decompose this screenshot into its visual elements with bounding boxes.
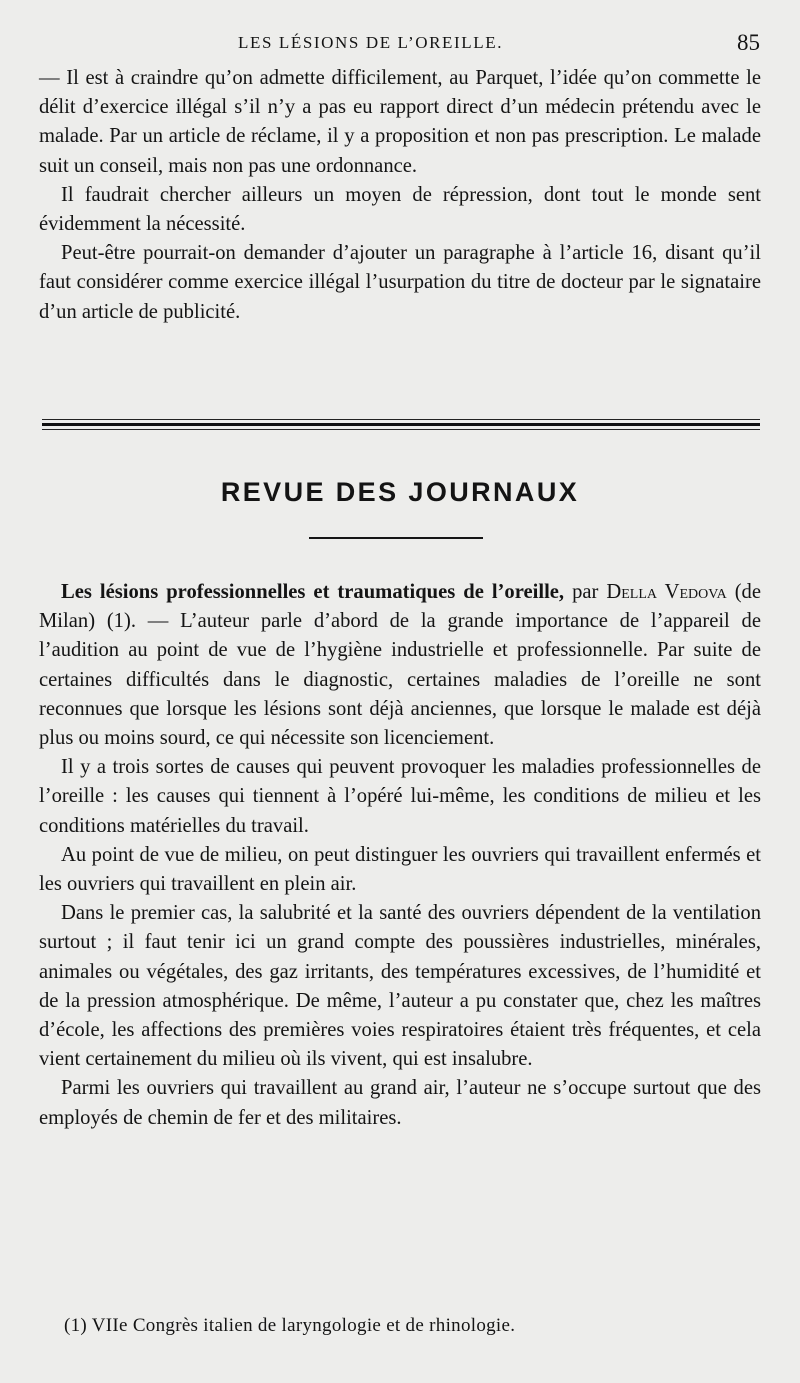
- section-title: REVUE DES JOURNAUX: [220, 477, 580, 507]
- footnote: (1) VIIe Congrès italien de laryngologie et de rhinologie.: [64, 1315, 516, 1336]
- article-lead-paragraph: [39, 578, 761, 753]
- page-header: [0, 30, 800, 60]
- article-author: Della Vedova: [606, 581, 727, 603]
- article-title: Les lésions professionnelles et traumatiques de l’oreille,: [61, 581, 565, 603]
- section-title-underline: [309, 537, 483, 539]
- article-intro: (de Milan) (1). — L’auteur parle d’abord de la grande importance de l’appareil de l’audition au point de vue de l’hygiène industrielle et professionnelle. Par suite de certaines difficultés dans le diagnostic, certaines maladies de l’oreille ne sont reconnues que lorsque les lésions sont déjà anciennes, que lorsque le malade est déjà plus ou moins sourd, ce qui nécessite son licenciement.: [39, 581, 761, 750]
- paragraph: Parmi les ouvriers qui travaillent au grand air, l’auteur ne s’occupe surtout que des employés de chemin de fer et des militaires.: [39, 1077, 761, 1129]
- running-head: LES LÉSIONS DE L’OREILLE.: [238, 33, 504, 52]
- review-article: [39, 578, 761, 1133]
- divider-rule-thick: [42, 423, 760, 426]
- paragraph: Au point de vue de milieu, on peut distinguer les ouvriers qui travaillent enfermés et les ouvriers qui travaillent en plein air.: [39, 843, 761, 896]
- paragraph: Il y a trois sortes de causes qui peuvent provoquer les maladies professionnelles de l’oreille : les causes qui tiennent à l’opéré lui-même, les conditions de milieu et les conditions matérielles du travail.: [39, 756, 761, 837]
- article-by: par: [572, 581, 599, 603]
- section-divider: [42, 419, 760, 433]
- paragraph: Il faudrait chercher ailleurs un moyen de répression, dont tout le monde sent évidemment la nécessité.: [39, 183, 761, 236]
- paragraph: Dans le premier cas, la salubrité et la santé des ouvriers dépendent de la ventilation surtout ; il faut tenir ici un grand compte des poussières industrielles, minérales, animales ou végétales, des gaz irritants, des températures excessives, de l’humidité et de la pression atmosphérique. De même, l’auteur a pu constater que, chez les maîtres d’école, les affections des premières voies respiratoires étaient très fréquentes, et cela vient certainement du milieu où ils vivent, qui est insalubre.: [39, 902, 761, 1071]
- continued-text: [39, 64, 761, 327]
- page-number: 85: [737, 30, 760, 55]
- divider-rule-thin: [42, 429, 760, 430]
- paragraph: — Il est à craindre qu’on admette difficilement, au Parquet, l’idée qu’on commette le délit d’exercice illégal s’il n’y a pas eu rapport direct d’un médecin prétendu avec le malade. Par un article de réclame, il y a proposition et non pas prescription. Le malade suit un conseil, mais non pas une ordonnance.: [39, 67, 761, 177]
- divider-rule-thin: [42, 419, 760, 420]
- paragraph: Peut-être pourrait-on demander d’ajouter un paragraphe à l’article 16, disant qu’il faut considérer comme exercice illégal l’usurpation du titre de docteur par le signataire d’un article de publicité.: [39, 242, 761, 323]
